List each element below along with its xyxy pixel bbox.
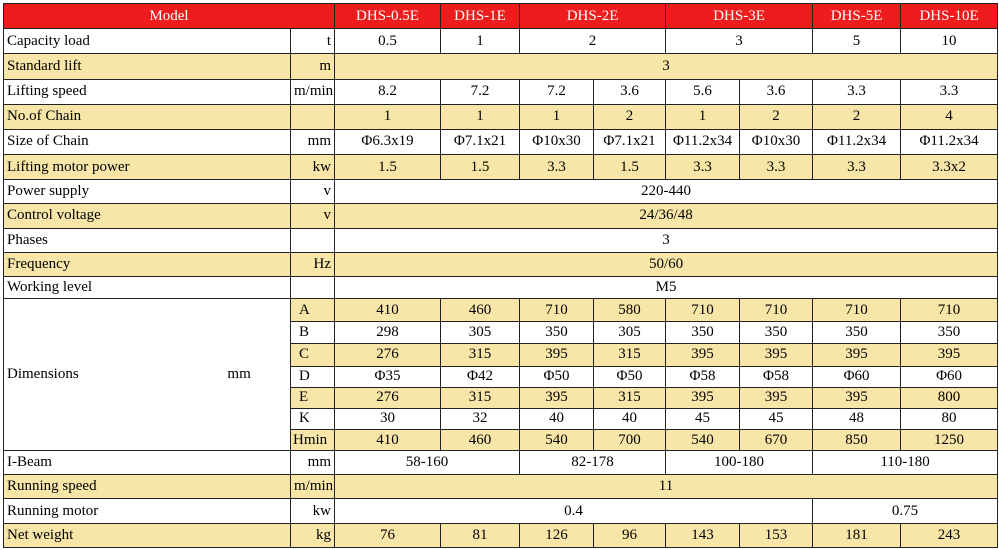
- table-cell: Φ50: [520, 366, 594, 387]
- table-cell: 395: [901, 344, 998, 366]
- dimension-key: D: [291, 366, 335, 387]
- row-unit: t: [291, 29, 335, 54]
- table-cell: 45: [666, 408, 740, 429]
- table-cell: 3: [335, 54, 998, 79]
- table-cell: 276: [335, 344, 441, 366]
- table-cell: 710: [740, 299, 813, 322]
- row-unit: mm: [291, 451, 335, 475]
- header-model-cell: DHS-3E: [666, 4, 813, 29]
- table-cell: 395: [666, 387, 740, 408]
- table-cell: 82-178: [520, 451, 666, 475]
- table-cell: 1250: [901, 429, 998, 450]
- dimension-row-a: [4, 299, 998, 322]
- table-cell: Φ11.2x34: [666, 129, 740, 154]
- table-cell: Φ11.2x34: [901, 129, 998, 154]
- table-cell: 220-440: [335, 180, 998, 204]
- frequency-row: [4, 252, 998, 276]
- table-cell: 710: [520, 299, 594, 322]
- net-weight-row: [4, 523, 998, 547]
- dimension-key: A: [291, 299, 335, 322]
- chain-size-row: [4, 129, 998, 154]
- row-label: Size of Chain: [4, 129, 291, 154]
- table-cell: 1: [666, 104, 740, 129]
- table-cell: 350: [813, 322, 901, 344]
- header-model-cell: DHS-1E: [441, 4, 520, 29]
- dimension-key: C: [291, 344, 335, 366]
- header-model: Model: [4, 4, 335, 29]
- table-cell: 32: [441, 408, 520, 429]
- row-unit: kw: [291, 499, 335, 523]
- table-cell: 1.5: [594, 155, 666, 180]
- capacity-row: [4, 29, 998, 54]
- table-cell: 1: [335, 104, 441, 129]
- table-cell: 0.4: [335, 499, 813, 523]
- row-unit: Hz: [291, 252, 335, 276]
- dimension-key: K: [291, 408, 335, 429]
- speed-row: [4, 79, 998, 104]
- table-cell: 850: [813, 429, 901, 450]
- row-label: Control voltage: [4, 204, 291, 228]
- table-cell: 181: [813, 523, 901, 547]
- table-cell: 395: [666, 344, 740, 366]
- row-label: Frequency: [4, 252, 291, 276]
- table-cell: 580: [594, 299, 666, 322]
- table-cell: 350: [520, 322, 594, 344]
- table-cell: 7.2: [520, 79, 594, 104]
- dimensions-unit: mm: [227, 366, 251, 383]
- table-cell: 710: [813, 299, 901, 322]
- table-cell: 3: [335, 228, 998, 252]
- table-cell: 153: [740, 523, 813, 547]
- table-cell: 81: [441, 523, 520, 547]
- table-cell: 243: [901, 523, 998, 547]
- table-cell: 80: [901, 408, 998, 429]
- table-cell: 540: [666, 429, 740, 450]
- table-cell: Φ11.2x34: [813, 129, 901, 154]
- table-cell: 76: [335, 523, 441, 547]
- header-model-cell: DHS-0.5E: [335, 4, 441, 29]
- table-cell: Φ35: [335, 366, 441, 387]
- row-unit: v: [291, 180, 335, 204]
- table-cell: 1.5: [441, 155, 520, 180]
- table-cell: 276: [335, 387, 441, 408]
- table-cell: 24/36/48: [335, 204, 998, 228]
- header-model-cell: DHS-5E: [813, 4, 901, 29]
- table-cell: 0.75: [813, 499, 998, 523]
- running-motor-row: [4, 499, 998, 523]
- table-cell: 460: [441, 429, 520, 450]
- row-unit: m/min: [291, 475, 335, 499]
- table-cell: 3.3: [813, 79, 901, 104]
- table-cell: 350: [666, 322, 740, 344]
- table-cell: 45: [740, 408, 813, 429]
- table-cell: 40: [520, 408, 594, 429]
- header-model-cell: DHS-2E: [520, 4, 666, 29]
- row-label: Capacity load: [4, 29, 291, 54]
- table-cell: 50/60: [335, 252, 998, 276]
- table-cell: 3.3: [813, 155, 901, 180]
- table-cell: 700: [594, 429, 666, 450]
- table-cell: 540: [520, 429, 594, 450]
- table-cell: 710: [666, 299, 740, 322]
- table-cell: 48: [813, 408, 901, 429]
- header-model-cell: DHS-10E: [901, 4, 998, 29]
- table-cell: 305: [594, 322, 666, 344]
- table-cell: 410: [335, 429, 441, 450]
- power-supply-row: [4, 180, 998, 204]
- table-cell: Φ7.1x21: [594, 129, 666, 154]
- row-label: Power supply: [4, 180, 291, 204]
- running-speed-row: [4, 475, 998, 499]
- row-label: I-Beam: [4, 451, 291, 475]
- table-cell: 315: [594, 387, 666, 408]
- row-unit: [291, 276, 335, 298]
- table-cell: 3.3x2: [901, 155, 998, 180]
- table-cell: 350: [901, 322, 998, 344]
- table-cell: 1: [520, 104, 594, 129]
- table-cell: Φ50: [594, 366, 666, 387]
- table-cell: 5.6: [666, 79, 740, 104]
- table-cell: 710: [901, 299, 998, 322]
- table-cell: 315: [594, 344, 666, 366]
- table-cell: Φ42: [441, 366, 520, 387]
- header-row: [4, 4, 998, 29]
- table-cell: 2: [813, 104, 901, 129]
- table-cell: Φ7.1x21: [441, 129, 520, 154]
- table-cell: 110-180: [813, 451, 998, 475]
- table-cell: 315: [441, 387, 520, 408]
- row-unit: kw: [291, 155, 335, 180]
- row-label: Running motor: [4, 499, 291, 523]
- table-cell: 2: [520, 29, 666, 54]
- table-cell: 395: [813, 344, 901, 366]
- table-cell: Φ60: [813, 366, 901, 387]
- table-cell: 3.3: [666, 155, 740, 180]
- row-unit: m: [291, 54, 335, 79]
- table-cell: 1.5: [335, 155, 441, 180]
- row-label: Standard lift: [4, 54, 291, 79]
- table-cell: 2: [740, 104, 813, 129]
- table-cell: Φ10x30: [740, 129, 813, 154]
- motor-power-row: [4, 155, 998, 180]
- table-cell: 3: [666, 29, 813, 54]
- table-cell: Φ6.3x19: [335, 129, 441, 154]
- table-cell: Φ10x30: [520, 129, 594, 154]
- row-unit: mm: [291, 129, 335, 154]
- row-unit: v: [291, 204, 335, 228]
- table-cell: 670: [740, 429, 813, 450]
- table-cell: 1: [441, 104, 520, 129]
- lift-row: [4, 54, 998, 79]
- table-cell: 395: [813, 387, 901, 408]
- table-cell: 7.2: [441, 79, 520, 104]
- row-label: No.of Chain: [4, 104, 291, 129]
- table-cell: 460: [441, 299, 520, 322]
- table-cell: 96: [594, 523, 666, 547]
- table-cell: 298: [335, 322, 441, 344]
- row-unit: kg: [291, 523, 335, 547]
- table-cell: 3.3: [901, 79, 998, 104]
- table-cell: 10: [901, 29, 998, 54]
- table-cell: 395: [520, 387, 594, 408]
- table-cell: 3.6: [594, 79, 666, 104]
- table-cell: 11: [335, 475, 998, 499]
- table-cell: 100-180: [666, 451, 813, 475]
- table-cell: 410: [335, 299, 441, 322]
- table-cell: 315: [441, 344, 520, 366]
- dimensions-label: Dimensions: [7, 366, 79, 383]
- spec-table: [3, 3, 998, 548]
- table-cell: M5: [335, 276, 998, 298]
- control-voltage-row: [4, 204, 998, 228]
- table-cell: 30: [335, 408, 441, 429]
- table-cell: 143: [666, 523, 740, 547]
- table-cell: Φ58: [666, 366, 740, 387]
- table-cell: 800: [901, 387, 998, 408]
- table-cell: 3.3: [520, 155, 594, 180]
- table-cell: Φ58: [740, 366, 813, 387]
- row-label: Running speed: [4, 475, 291, 499]
- table-cell: 40: [594, 408, 666, 429]
- dimension-key: Hmin: [291, 429, 335, 450]
- table-cell: 1: [441, 29, 520, 54]
- table-cell: 395: [740, 387, 813, 408]
- dimension-key: E: [291, 387, 335, 408]
- row-label: Net weight: [4, 523, 291, 547]
- working-level-row: [4, 276, 998, 298]
- phases-row: [4, 228, 998, 252]
- table-cell: Φ60: [901, 366, 998, 387]
- table-cell: 4: [901, 104, 998, 129]
- table-cell: 3.6: [740, 79, 813, 104]
- row-unit: [291, 104, 335, 129]
- table-cell: 395: [740, 344, 813, 366]
- row-label: Phases: [4, 228, 291, 252]
- table-cell: 395: [520, 344, 594, 366]
- table-cell: 126: [520, 523, 594, 547]
- table-cell: 3.3: [740, 155, 813, 180]
- chain-count-row: [4, 104, 998, 129]
- row-label: Working level: [4, 276, 291, 298]
- ibeam-row: [4, 451, 998, 475]
- dimension-key: B: [291, 322, 335, 344]
- table-cell: 58-160: [335, 451, 520, 475]
- row-label: Lifting motor power: [4, 155, 291, 180]
- table-cell: 0.5: [335, 29, 441, 54]
- row-unit: m/min: [291, 79, 335, 104]
- table-cell: 2: [594, 104, 666, 129]
- table-cell: 305: [441, 322, 520, 344]
- dimensions-label-cell: [4, 299, 291, 451]
- table-cell: 5: [813, 29, 901, 54]
- table-cell: 8.2: [335, 79, 441, 104]
- table-cell: 350: [740, 322, 813, 344]
- row-label: Lifting speed: [4, 79, 291, 104]
- row-unit: [291, 228, 335, 252]
